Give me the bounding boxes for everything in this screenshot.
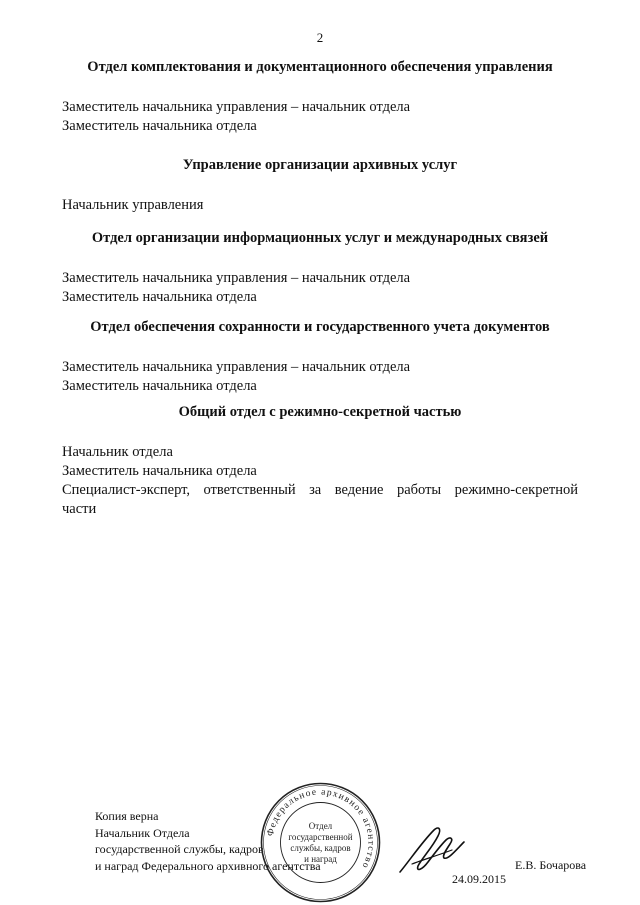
copy-note: Копия верна	[95, 809, 159, 823]
position-line: Начальник отдела	[62, 444, 173, 460]
stamp-center-line: государственной	[288, 832, 353, 842]
section-heading: Общий отдел с режимно-секретной частью	[178, 404, 462, 420]
position-line: Заместитель начальника управления – начальник отдела	[62, 270, 411, 286]
signer-position-line: и наград Федерального архивного агентства	[95, 858, 321, 873]
stamp-center-line: Отдел	[308, 821, 333, 831]
official-seal-stamp	[258, 780, 383, 905]
position-line: Заместитель начальника отдела	[62, 378, 257, 394]
section-archive-services-directorate	[62, 156, 578, 215]
page-number: 2	[316, 30, 324, 45]
section-information-services-department	[62, 229, 578, 307]
position-line: Заместитель начальника отдела	[62, 118, 257, 134]
signature-date: 24.09.2015	[452, 872, 506, 886]
handwritten-signature	[392, 820, 472, 880]
section-preservation-department	[62, 318, 578, 396]
section-heading: Отдел организации информационных услуг и международных связей	[91, 230, 549, 246]
position-line: Заместитель начальника отдела	[62, 463, 257, 479]
signer-position-line: Начальник Отдела	[95, 825, 190, 840]
position-line: части	[62, 501, 97, 517]
section-heading: Отдел обеспечения сохранности и государственного учета документов	[90, 319, 550, 335]
position-line: Заместитель начальника отдела	[62, 289, 257, 305]
signer-position-line: государственной службы, кадров	[95, 842, 264, 856]
stamp-ring-text: Федеральное архивное агентство	[265, 787, 376, 871]
section-heading: Управление организации архивных услуг	[182, 157, 458, 173]
position-line: Начальник управления	[62, 197, 204, 213]
section-heading: Отдел комплектования и документационного обеспечения управления	[87, 59, 553, 75]
signer-name: Е.В. Бочарова	[515, 858, 587, 872]
stamp-center-line: и наград	[304, 854, 337, 864]
position-line: Заместитель начальника управления – начальник отдела	[62, 99, 411, 115]
section-general-department	[62, 403, 578, 519]
stamp-center-line: службы, кадров	[290, 843, 351, 853]
position-line: Заместитель начальника управления – начальник отдела	[62, 359, 411, 375]
section-acquisition-department	[62, 58, 578, 136]
position-line: Специалист-эксперт, ответственный за ведение работы режимно-секретной	[62, 482, 578, 498]
